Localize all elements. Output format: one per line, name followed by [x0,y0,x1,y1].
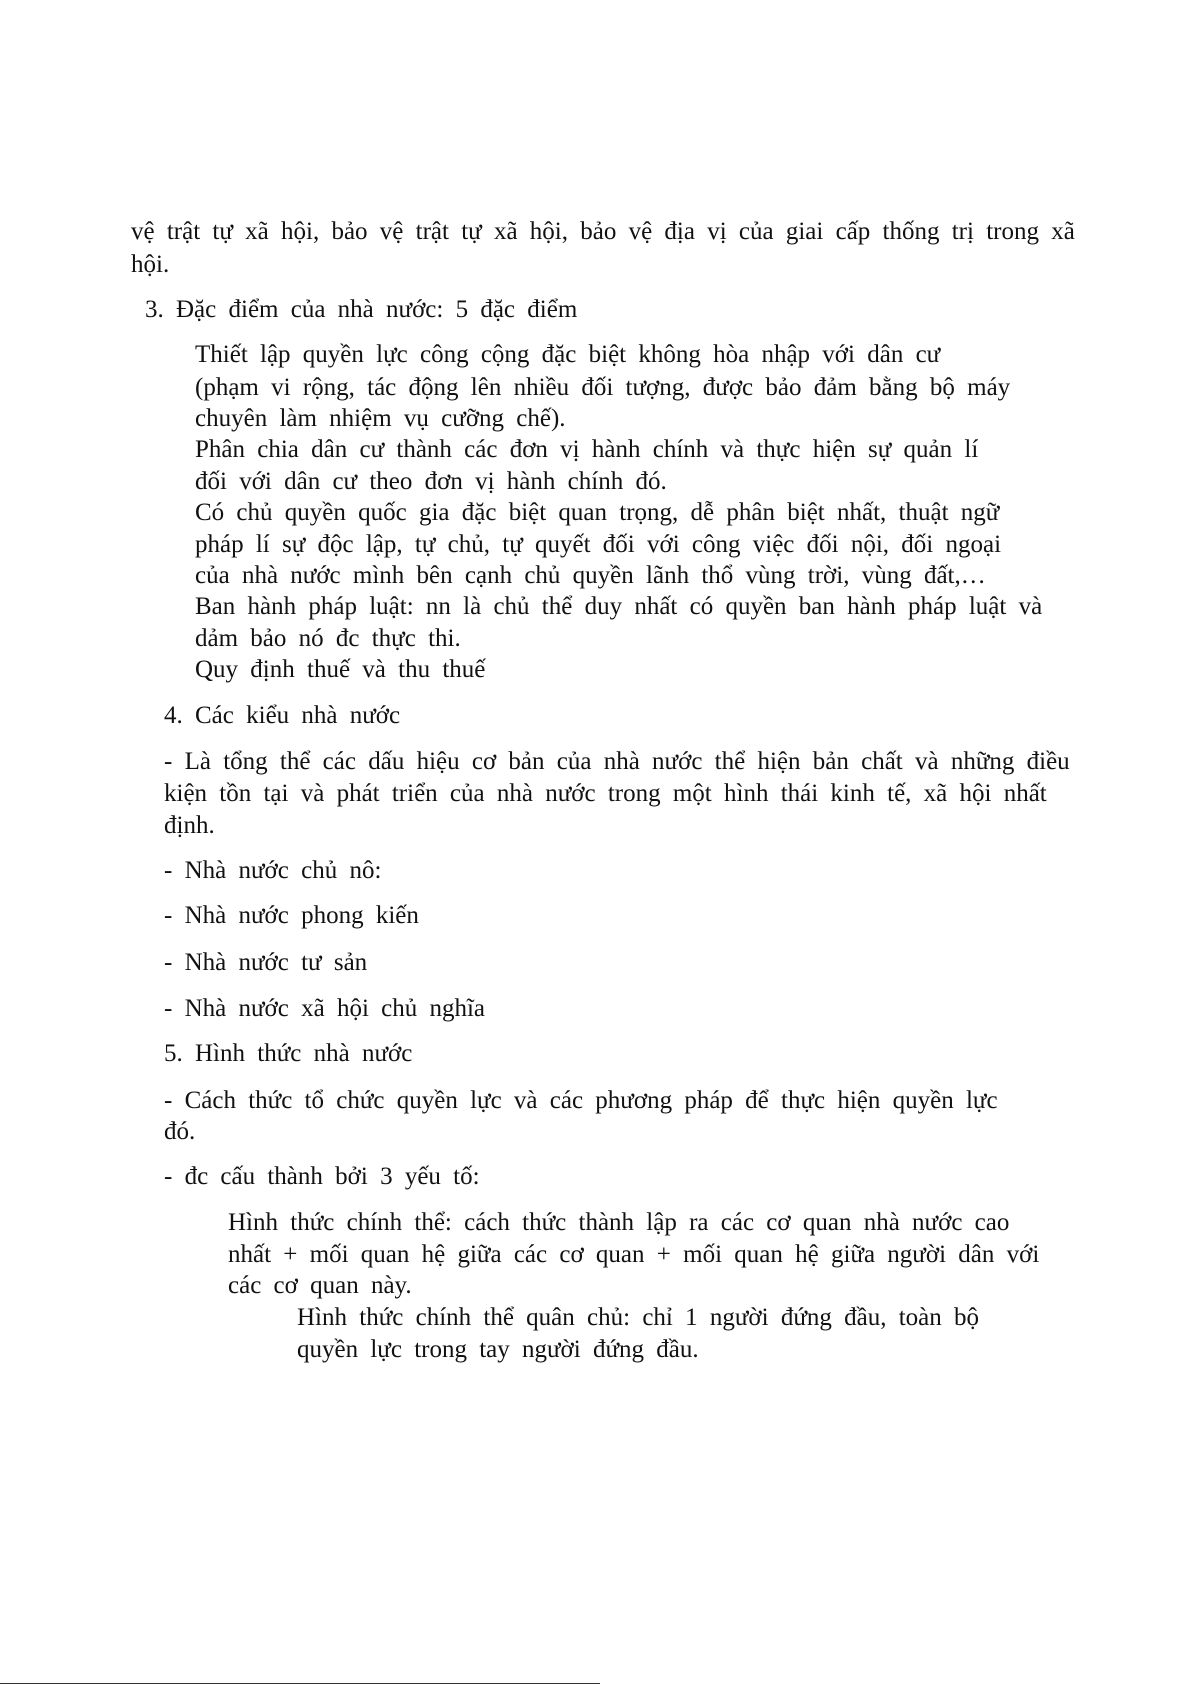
feature-2-line-1: Phân chia dân cư thành các đơn vị hành chính và thực hiện sự quản lí [195,436,979,463]
section-5-def-line-1: - Cách thức tổ chức quyền lực và các phương pháp để thực hiện quyền lực [164,1087,998,1114]
feature-1-line-3: chuyên làm nhiệm vụ cưỡng chế). [195,405,566,432]
section-5-def-line-2: đó. [164,1118,196,1145]
feature-4-line-1: Ban hành pháp luật: nn là chủ thể duy nhất có quyền ban hành pháp luật và [195,593,1043,620]
feature-2-line-2: đối với dân cư theo đơn vị hành chính đó. [195,468,667,495]
government-form-line-3: các cơ quan này. [228,1272,412,1299]
monarchy-line-2: quyền lực trong tay người đứng đầu. [297,1336,699,1363]
state-type-item: - Nhà nước phong kiến [164,902,419,929]
intro-line-2: hội. [131,251,170,278]
section-4-def-line-2: kiện tồn tại và phát triển của nhà nước trong một hình thái kinh tế, xã hội nhất [164,780,1047,807]
section-3-heading: 3. Đặc điểm của nhà nước: 5 đặc điểm [145,296,578,323]
state-type-item: - Nhà nước chủ nô: [164,857,382,884]
feature-3-line-3: của nhà nước mình bên cạnh chủ quyền lãnh thổ vùng trời, vùng đất,… [195,562,986,589]
state-type-item: - Nhà nước tư sản [164,949,368,976]
government-form-line-1: Hình thức chính thể: cách thức thành lập ra các cơ quan nhà nước cao [228,1209,1010,1236]
feature-3-line-2: pháp lí sự độc lập, tự chủ, tự quyết đối với công việc đối nội, đối ngoại [195,531,1002,558]
feature-1-line-2: (phạm vi rộng, tác động lên nhiều đối tượng, được bảo đảm bằng bộ máy [195,374,1011,401]
intro-line-1: vệ trật tự xã hội, bảo vệ trật tự xã hội, bảo vệ địa vị của giai cấp thống trị trong xã [131,218,1075,245]
feature-4-line-2: dảm bảo nó đc thực thi. [195,625,461,652]
section-4-def-line-3: định. [164,812,215,839]
section-5-heading: 5. Hình thức nhà nước [164,1040,413,1067]
section-5-elements-intro: - đc cấu thành bởi 3 yếu tố: [164,1163,480,1190]
page-bottom-divider [0,1683,600,1684]
monarchy-line-1: Hình thức chính thể quân chủ: chỉ 1 người đứng đầu, toàn bộ [297,1304,980,1331]
state-type-item: - Nhà nước xã hội chủ nghĩa [164,995,486,1022]
feature-1-line-1: Thiết lập quyền lực công cộng đặc biệt không hòa nhập với dân cư [195,341,941,368]
section-4-heading: 4. Các kiểu nhà nước [164,702,401,729]
section-4-def-line-1: - Là tổng thể các dấu hiệu cơ bản của nhà nước thể hiện bản chất và những điều [164,748,1070,775]
government-form-line-2: nhất + mối quan hệ giữa các cơ quan + mối quan hệ giữa người dân với [228,1241,1040,1268]
feature-3-line-1: Có chủ quyền quốc gia đặc biệt quan trọng, dễ phân biệt nhất, thuật ngữ [195,499,1000,526]
feature-5-line-1: Quy định thuế và thu thuế [195,656,486,683]
